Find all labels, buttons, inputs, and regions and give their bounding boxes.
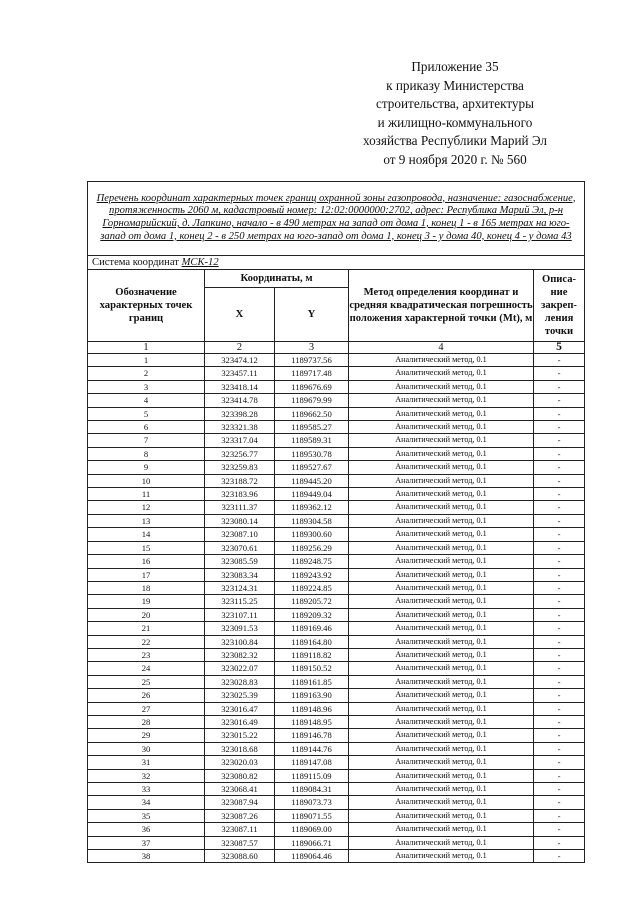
method-column-header: Метод определения координат и средняя квадратическая погрешность положения характерной точки (Mt), м	[349, 270, 534, 342]
method-cell: Аналитический метод, 0.1	[349, 836, 534, 849]
description-cell: -	[534, 850, 585, 863]
description-cell: -	[534, 568, 585, 581]
table-row	[88, 769, 585, 782]
column-number: 3	[275, 342, 349, 354]
y-coordinate-cell: 1189148.96	[275, 702, 349, 715]
y-coordinate-cell: 1189066.71	[275, 836, 349, 849]
table-row	[88, 809, 585, 822]
x-coordinate-cell: 323022.07	[205, 662, 275, 675]
table-caption: Перечень координат характерных точек границ охранной зоны газопровода, назначение: газоснабжение, протяженность 2060 м, кадастровый номер: 12:02:0000000:2702, адрес: Республика Марий Эл, р-н Горномарийский, д. Лапкино, начало - в 490 метрах на запад от дома 1, конец 1 - в 165 метрах на юго-запад от дома 1, конец 2 - в 250 метрах на юго-запад от дома 1, конец 3 - у дома 40, конец 4 - у дома 43	[88, 182, 585, 256]
table-row	[88, 568, 585, 581]
y-coordinate-cell: 1189161.85	[275, 675, 349, 688]
method-cell: Аналитический метод, 0.1	[349, 675, 534, 688]
table-row	[88, 421, 585, 434]
point-number-cell: 20	[88, 608, 205, 621]
y-coordinate-cell: 1189073.73	[275, 796, 349, 809]
method-cell: Аналитический метод, 0.1	[349, 648, 534, 661]
table-row	[88, 836, 585, 849]
point-number-cell: 4	[88, 394, 205, 407]
method-cell: Аналитический метод, 0.1	[349, 635, 534, 648]
y-coordinate-cell: 1189146.78	[275, 729, 349, 742]
description-cell: -	[534, 702, 585, 715]
method-cell: Аналитический метод, 0.1	[349, 783, 534, 796]
y-coordinate-cell: 1189676.69	[275, 380, 349, 393]
method-cell: Аналитический метод, 0.1	[349, 622, 534, 635]
x-coordinate-cell: 323115.25	[205, 595, 275, 608]
x-coordinate-cell: 323087.94	[205, 796, 275, 809]
point-number-cell: 21	[88, 622, 205, 635]
x-coordinate-cell: 323083.34	[205, 568, 275, 581]
description-cell: -	[534, 528, 585, 541]
point-number-cell: 31	[88, 756, 205, 769]
method-cell: Аналитический метод, 0.1	[349, 367, 534, 380]
x-coordinate-cell: 323080.82	[205, 769, 275, 782]
method-cell: Аналитический метод, 0.1	[349, 501, 534, 514]
table-row	[88, 742, 585, 755]
method-cell: Аналитический метод, 0.1	[349, 354, 534, 367]
table-row	[88, 595, 585, 608]
y-coordinate-cell: 1189449.04	[275, 488, 349, 501]
x-coordinate-cell: 323474.12	[205, 354, 275, 367]
table-row	[88, 528, 585, 541]
y-coordinate-cell: 1189148.95	[275, 715, 349, 728]
description-cell: -	[534, 729, 585, 742]
description-cell: -	[534, 367, 585, 380]
y-coordinate-cell: 1189243.92	[275, 568, 349, 581]
method-cell: Аналитический метод, 0.1	[349, 555, 534, 568]
point-number-cell: 13	[88, 514, 205, 527]
method-cell: Аналитический метод, 0.1	[349, 434, 534, 447]
table-row	[88, 635, 585, 648]
method-cell: Аналитический метод, 0.1	[349, 581, 534, 594]
point-number-cell: 30	[88, 742, 205, 755]
coords-column-header: Координаты, м	[205, 270, 349, 288]
y-coordinate-cell: 1189445.20	[275, 474, 349, 487]
y-coordinate-cell: 1189256.29	[275, 541, 349, 554]
y-coordinate-cell: 1189064.46	[275, 850, 349, 863]
point-number-cell: 28	[88, 715, 205, 728]
y-coordinate-cell: 1189147.08	[275, 756, 349, 769]
point-number-cell: 19	[88, 595, 205, 608]
coordinates-table	[87, 181, 585, 863]
description-cell: -	[534, 434, 585, 447]
table-row	[88, 514, 585, 527]
x-coordinate-cell: 323080.14	[205, 514, 275, 527]
x-coordinate-cell: 323016.47	[205, 702, 275, 715]
description-cell: -	[534, 756, 585, 769]
description-cell: -	[534, 783, 585, 796]
point-number-cell: 3	[88, 380, 205, 393]
method-cell: Аналитический метод, 0.1	[349, 756, 534, 769]
x-coordinate-cell: 323107.11	[205, 608, 275, 621]
description-cell: -	[534, 474, 585, 487]
table-row	[88, 380, 585, 393]
y-coordinate-cell: 1189118.82	[275, 648, 349, 661]
point-number-cell: 7	[88, 434, 205, 447]
description-cell: -	[534, 742, 585, 755]
point-number-cell: 23	[88, 648, 205, 661]
y-coordinate-cell: 1189737.56	[275, 354, 349, 367]
point-number-cell: 15	[88, 541, 205, 554]
y-coordinate-cell: 1189679.99	[275, 394, 349, 407]
point-number-cell: 10	[88, 474, 205, 487]
appendix-line: строительства, архитектуры	[376, 96, 534, 112]
table-row	[88, 689, 585, 702]
x-coordinate-cell: 323020.03	[205, 756, 275, 769]
y-coordinate-cell: 1189717.48	[275, 367, 349, 380]
method-cell: Аналитический метод, 0.1	[349, 809, 534, 822]
y-coordinate-cell: 1189144.76	[275, 742, 349, 755]
point-number-cell: 37	[88, 836, 205, 849]
point-number-cell: 2	[88, 367, 205, 380]
description-cell: -	[534, 662, 585, 675]
description-cell: -	[534, 421, 585, 434]
y-column-header: Y	[275, 288, 349, 342]
table-row	[88, 850, 585, 863]
table-row	[88, 354, 585, 367]
method-cell: Аналитический метод, 0.1	[349, 447, 534, 460]
point-number-cell: 14	[88, 528, 205, 541]
description-cell: -	[534, 823, 585, 836]
x-coordinate-cell: 323457.11	[205, 367, 275, 380]
point-number-cell: 27	[88, 702, 205, 715]
description-cell: -	[534, 501, 585, 514]
method-cell: Аналитический метод, 0.1	[349, 715, 534, 728]
method-cell: Аналитический метод, 0.1	[349, 742, 534, 755]
description-cell: -	[534, 488, 585, 501]
point-number-cell: 32	[88, 769, 205, 782]
method-cell: Аналитический метод, 0.1	[349, 595, 534, 608]
y-coordinate-cell: 1189530.78	[275, 447, 349, 460]
method-cell: Аналитический метод, 0.1	[349, 380, 534, 393]
point-number-cell: 5	[88, 407, 205, 420]
y-coordinate-cell: 1189527.67	[275, 461, 349, 474]
description-cell: -	[534, 541, 585, 554]
description-cell: -	[534, 581, 585, 594]
appendix-header	[330, 58, 580, 170]
description-cell: -	[534, 809, 585, 822]
x-coordinate-cell: 323018.68	[205, 742, 275, 755]
description-cell: -	[534, 380, 585, 393]
appendix-line: и жилищно-коммунального	[377, 114, 533, 130]
point-number-cell: 16	[88, 555, 205, 568]
y-coordinate-cell: 1189248.75	[275, 555, 349, 568]
y-coordinate-cell: 1189585.27	[275, 421, 349, 434]
x-coordinate-cell: 323016.49	[205, 715, 275, 728]
x-coordinate-cell: 323087.26	[205, 809, 275, 822]
point-number-cell: 34	[88, 796, 205, 809]
point-number-cell: 35	[88, 809, 205, 822]
x-coordinate-cell: 323183.96	[205, 488, 275, 501]
x-coordinate-cell: 323398.28	[205, 407, 275, 420]
method-cell: Аналитический метод, 0.1	[349, 608, 534, 621]
method-cell: Аналитический метод, 0.1	[349, 407, 534, 420]
column-number-row	[88, 342, 585, 354]
point-number-cell: 17	[88, 568, 205, 581]
appendix-line: от 9 ноября 2020 г. № 560	[383, 151, 527, 167]
point-number-cell: 38	[88, 850, 205, 863]
appendix-line: к приказу Министерства	[386, 77, 524, 93]
point-number-cell: 33	[88, 783, 205, 796]
x-column-header: X	[205, 288, 275, 342]
point-number-cell: 22	[88, 635, 205, 648]
point-number-cell: 26	[88, 689, 205, 702]
x-coordinate-cell: 323111.37	[205, 501, 275, 514]
table-row	[88, 501, 585, 514]
method-cell: Аналитический метод, 0.1	[349, 729, 534, 742]
y-coordinate-cell: 1189589.31	[275, 434, 349, 447]
point-number-cell: 18	[88, 581, 205, 594]
description-cell: -	[534, 836, 585, 849]
y-coordinate-cell: 1189084.31	[275, 783, 349, 796]
y-coordinate-cell: 1189169.46	[275, 622, 349, 635]
method-cell: Аналитический метод, 0.1	[349, 528, 534, 541]
table-row	[88, 555, 585, 568]
description-cell: -	[534, 622, 585, 635]
method-cell: Аналитический метод, 0.1	[349, 488, 534, 501]
point-number-cell: 36	[88, 823, 205, 836]
y-coordinate-cell: 1189164.80	[275, 635, 349, 648]
table-row	[88, 541, 585, 554]
x-coordinate-cell: 323070.61	[205, 541, 275, 554]
table-row	[88, 447, 585, 460]
x-coordinate-cell: 323025.39	[205, 689, 275, 702]
method-cell: Аналитический метод, 0.1	[349, 662, 534, 675]
x-coordinate-cell: 323088.60	[205, 850, 275, 863]
table-row	[88, 581, 585, 594]
table-row	[88, 715, 585, 728]
table-body	[88, 354, 585, 863]
y-coordinate-cell: 1189224.85	[275, 581, 349, 594]
table-row	[88, 608, 585, 621]
description-column-header: Описа-ние закреп-ления точки	[534, 270, 585, 342]
method-cell: Аналитический метод, 0.1	[349, 823, 534, 836]
method-cell: Аналитический метод, 0.1	[349, 461, 534, 474]
method-cell: Аналитический метод, 0.1	[349, 541, 534, 554]
x-coordinate-cell: 323414.78	[205, 394, 275, 407]
point-number-cell: 29	[88, 729, 205, 742]
description-cell: -	[534, 689, 585, 702]
table-row	[88, 823, 585, 836]
table-row	[88, 796, 585, 809]
table-row	[88, 648, 585, 661]
description-cell: -	[534, 514, 585, 527]
appendix-line: хозяйства Республики Марий Эл	[363, 133, 547, 149]
description-cell: -	[534, 394, 585, 407]
method-cell: Аналитический метод, 0.1	[349, 769, 534, 782]
x-coordinate-cell: 323091.53	[205, 622, 275, 635]
y-coordinate-cell: 1189150.52	[275, 662, 349, 675]
table-row	[88, 756, 585, 769]
point-number-cell: 12	[88, 501, 205, 514]
table-row	[88, 783, 585, 796]
method-cell: Аналитический метод, 0.1	[349, 796, 534, 809]
method-cell: Аналитический метод, 0.1	[349, 514, 534, 527]
method-cell: Аналитический метод, 0.1	[349, 474, 534, 487]
y-coordinate-cell: 1189209.32	[275, 608, 349, 621]
table-row	[88, 474, 585, 487]
point-number-cell: 24	[88, 662, 205, 675]
point-number-cell: 25	[88, 675, 205, 688]
x-coordinate-cell: 323317.04	[205, 434, 275, 447]
appendix-line: Приложение 35	[411, 59, 499, 74]
description-cell: -	[534, 595, 585, 608]
point-number-cell: 8	[88, 447, 205, 460]
y-coordinate-cell: 1189163.90	[275, 689, 349, 702]
table-row	[88, 407, 585, 420]
method-cell: Аналитический метод, 0.1	[349, 394, 534, 407]
x-coordinate-cell: 323087.10	[205, 528, 275, 541]
description-cell: -	[534, 796, 585, 809]
column-number: 1	[88, 342, 205, 354]
table-row	[88, 367, 585, 380]
x-coordinate-cell: 323082.32	[205, 648, 275, 661]
point-number-cell: 6	[88, 421, 205, 434]
method-cell: Аналитический метод, 0.1	[349, 850, 534, 863]
point-number-cell: 11	[88, 488, 205, 501]
description-cell: -	[534, 354, 585, 367]
table-row	[88, 702, 585, 715]
table-row	[88, 675, 585, 688]
x-coordinate-cell: 323124.31	[205, 581, 275, 594]
y-coordinate-cell: 1189069.00	[275, 823, 349, 836]
y-coordinate-cell: 1189300.60	[275, 528, 349, 541]
y-coordinate-cell: 1189304.58	[275, 514, 349, 527]
point-number-cell: 1	[88, 354, 205, 367]
description-cell: -	[534, 675, 585, 688]
description-cell: -	[534, 407, 585, 420]
table-row	[88, 394, 585, 407]
description-cell: -	[534, 648, 585, 661]
x-coordinate-cell: 323028.83	[205, 675, 275, 688]
x-coordinate-cell: 323418.14	[205, 380, 275, 393]
table-row	[88, 488, 585, 501]
description-cell: -	[534, 461, 585, 474]
description-cell: -	[534, 715, 585, 728]
table-row	[88, 461, 585, 474]
description-cell: -	[534, 447, 585, 460]
point-number-cell: 9	[88, 461, 205, 474]
x-coordinate-cell: 323259.83	[205, 461, 275, 474]
x-coordinate-cell: 323256.77	[205, 447, 275, 460]
coordinate-system	[88, 256, 585, 270]
description-cell: -	[534, 769, 585, 782]
x-coordinate-cell: 323087.57	[205, 836, 275, 849]
method-cell: Аналитический метод, 0.1	[349, 689, 534, 702]
y-coordinate-cell: 1189662.50	[275, 407, 349, 420]
y-coordinate-cell: 1189205.72	[275, 595, 349, 608]
coordinate-system-label: Система координат	[92, 257, 179, 268]
table-row	[88, 622, 585, 635]
x-coordinate-cell: 323015.22	[205, 729, 275, 742]
x-coordinate-cell: 323087.11	[205, 823, 275, 836]
column-number: 2	[205, 342, 275, 354]
x-coordinate-cell: 323068.41	[205, 783, 275, 796]
method-cell: Аналитический метод, 0.1	[349, 421, 534, 434]
description-cell: -	[534, 608, 585, 621]
description-cell: -	[534, 555, 585, 568]
table-row	[88, 729, 585, 742]
column-number: 4	[349, 342, 534, 354]
y-coordinate-cell: 1189115.09	[275, 769, 349, 782]
column-number: 5	[534, 342, 585, 354]
x-coordinate-cell: 323100.84	[205, 635, 275, 648]
x-coordinate-cell: 323321.38	[205, 421, 275, 434]
x-coordinate-cell: 323188.72	[205, 474, 275, 487]
coordinate-system-code: МСК-12	[181, 257, 219, 268]
y-coordinate-cell: 1189362.12	[275, 501, 349, 514]
method-cell: Аналитический метод, 0.1	[349, 702, 534, 715]
point-column-header: Обозначение характерных точек границ	[88, 270, 205, 342]
y-coordinate-cell: 1189071.55	[275, 809, 349, 822]
method-cell: Аналитический метод, 0.1	[349, 568, 534, 581]
x-coordinate-cell: 323085.59	[205, 555, 275, 568]
table-row	[88, 662, 585, 675]
description-cell: -	[534, 635, 585, 648]
table-row	[88, 434, 585, 447]
